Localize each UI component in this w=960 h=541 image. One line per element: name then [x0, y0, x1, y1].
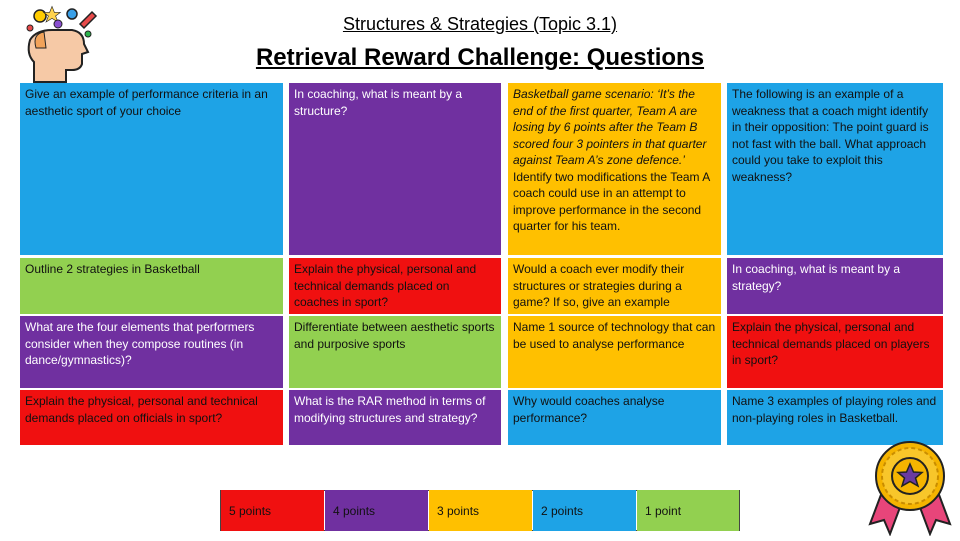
question-text: What are the four elements that performers consider when they compose routines (in dance/gymnastics)?: [25, 320, 255, 367]
legend-5-points: 5 points: [221, 490, 324, 531]
page-subtitle: Structures & Strategies (Topic 3.1): [342, 14, 618, 34]
question-card[interactable]: [508, 316, 721, 388]
award-medal-icon: [868, 440, 952, 536]
question-card[interactable]: [289, 316, 501, 388]
question-card[interactable]: [289, 258, 501, 314]
question-card[interactable]: [727, 83, 943, 255]
question-card[interactable]: [727, 258, 943, 314]
question-card[interactable]: [20, 258, 283, 314]
question-card[interactable]: [508, 390, 721, 445]
legend-1-point: 1 point: [637, 490, 739, 531]
question-card[interactable]: [289, 83, 501, 255]
question-text: Differentiate between aesthetic sports and purposive sports: [294, 320, 495, 351]
question-text: The following is an example of a weakness that a coach might identify in their opposition: The point guard is not fast with the ball. What approach could you take to exploit this weakness?: [732, 87, 929, 184]
question-card[interactable]: [508, 258, 721, 314]
question-card[interactable]: [727, 390, 943, 445]
question-text: What is the RAR method in terms of modifying structures and strategy?: [294, 394, 486, 425]
question-text: Outline 2 strategies in Basketball: [25, 262, 200, 276]
legend-3-points: 3 points: [429, 490, 532, 531]
question-card[interactable]: [20, 316, 283, 388]
question-text: Would a coach ever modify their structures or strategies during a game? If so, give an example: [513, 262, 685, 309]
question-text: In coaching, what is meant by a structure?: [294, 87, 463, 118]
question-text: Explain the physical, personal and technical demands placed on players in sport?: [732, 320, 930, 367]
question-text: Basketball game scenario: ‘It’s the end of the first quarter, Team A are losing by 6 points after the Team B scored four 3 pointers in that quarter against Team A’s zone defence.’: [513, 87, 707, 167]
question-text: Why would coaches analyse performance?: [513, 394, 665, 425]
question-text: In coaching, what is meant by a strategy?: [732, 262, 901, 293]
question-card[interactable]: [727, 316, 943, 388]
question-card[interactable]: [508, 83, 721, 255]
question-text: Name 1 source of technology that can be used to analyse performance: [513, 320, 716, 351]
question-card[interactable]: [20, 83, 283, 255]
question-text: Explain the physical, personal and technical demands placed on coaches in sport?: [294, 262, 477, 309]
question-card[interactable]: [20, 390, 283, 445]
legend-4-points: 4 points: [325, 490, 428, 531]
question-text: Name 3 examples of playing roles and non-playing roles in Basketball.: [732, 394, 937, 425]
question-text: Give an example of performance criteria in an aesthetic sport of your choice: [25, 87, 268, 118]
question-card[interactable]: [289, 390, 501, 445]
question-text: Explain the physical, personal and technical demands placed on officials in sport?: [25, 394, 258, 425]
question-text-part2: Identify two modifications the Team A coach could use in an attempt to improve performance in the second quarter for his team.: [513, 169, 710, 233]
legend-2-points: 2 points: [533, 490, 636, 531]
page-title: Retrieval Reward Challenge: Questions: [255, 44, 705, 71]
